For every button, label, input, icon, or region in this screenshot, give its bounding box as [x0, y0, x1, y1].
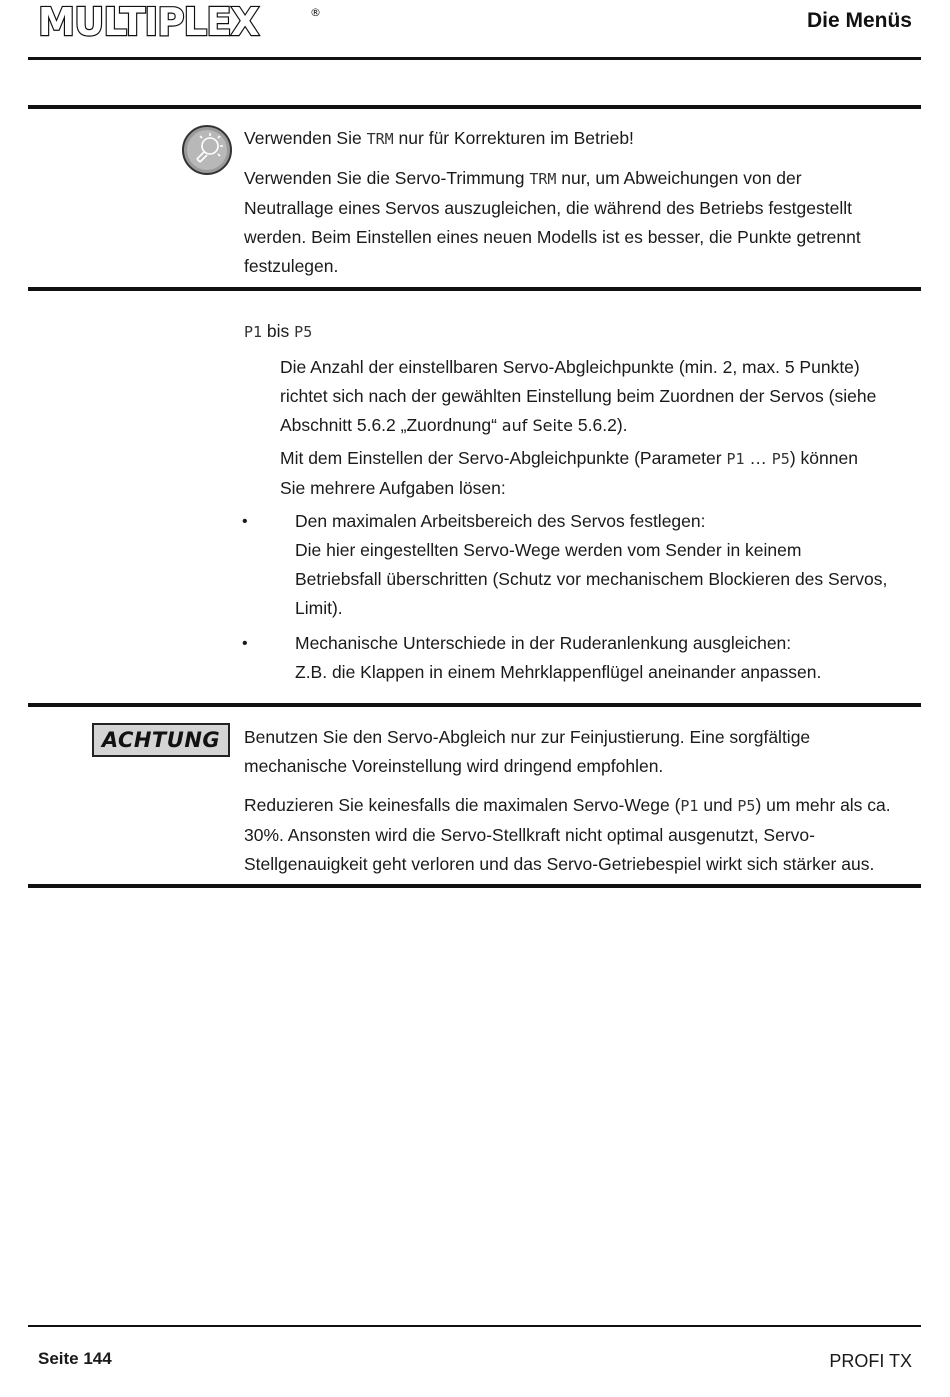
logo-text: MULTIPLEX	[38, 0, 259, 44]
code-p5: P5	[771, 450, 790, 468]
param-paragraph-2: Mit dem Einstellen der Servo-Abgleichpunkte (Parameter P1 … P5) können Sie mehrere Aufgaben lösen:	[280, 448, 858, 498]
header-rule	[28, 57, 921, 60]
code-p5: P5	[737, 797, 756, 815]
achtung-label: ACHTUNG	[92, 723, 230, 757]
footer-rule	[28, 1325, 921, 1327]
page-reference: auf Seite	[501, 416, 574, 435]
registered-mark: ®	[310, 6, 321, 19]
code-p5: P5	[294, 323, 313, 341]
page-number: Seite 144	[38, 1349, 112, 1368]
tip-bottom-rule	[28, 287, 921, 291]
multiplex-logo	[38, 0, 321, 44]
code-trm: TRM	[529, 170, 557, 188]
code-p1: P1	[244, 323, 263, 341]
param-heading: P1 bis P5	[244, 321, 313, 341]
bullet-dot: •	[242, 513, 248, 530]
warning-top-rule	[28, 703, 921, 707]
list-item: Den maximalen Arbeitsbereich des Servos festlegen: Die hier eingestellten Servo-Wege werden vom Sender in keinem Betriebsfall überschritten (Schutz vor mechanischem Blockieren des Servos, Limit).	[295, 511, 888, 618]
warning-paragraph-1: Benutzen Sie den Servo-Abgleich nur zur Feinjustierung. Eine sorgfältige mechanische Voreinstellung wird dringend empfohlen.	[244, 727, 811, 776]
tip-paragraph-2: Verwenden Sie die Servo-Trimmung TRM nur, um Abweichungen von der Neutrallage eines Servos auszugleichen, die während des Betriebs festgestellt werden. Beim Einstellen eines neuen Modells ist es besser, die Punkte getrennt festzulegen.	[244, 168, 861, 276]
warning-paragraph-2: Reduzieren Sie keinesfalls die maximalen Servo-Wege (P1 und P5) um mehr als ca. 30%. Ansonsten wird die Servo-Stellkraft nicht optimal ausgenutzt, Servo- Stellgenauigkeit geht verloren und das Servo-Getriebespiel wirkt sich stärker aus.	[244, 795, 891, 874]
code-p1: P1	[726, 450, 745, 468]
param-paragraph-1: Die Anzahl der einstellbaren Servo-Abgleichpunkte (min. 2, max. 5 Punkte) richtet sich nach der gewählten Einstellung beim Zuordnen der Servos (siehe Abschnitt 5.6.2 „Zuordnung“ auf Seite 5.6.2).	[280, 357, 877, 435]
code-p1: P1	[680, 797, 699, 815]
lightbulb-icon	[181, 124, 233, 176]
list-item: Mechanische Unterschiede in der Ruderanlenkung ausgleichen: Z.B. die Klappen in einem Mehrklappenflügel aneinander anpassen.	[295, 633, 822, 682]
tip-top-rule	[28, 105, 921, 109]
code-trm: TRM	[366, 130, 394, 148]
warning-bottom-rule	[28, 884, 921, 888]
product-name: PROFI TX	[829, 1351, 912, 1371]
section-title: Die Menüs	[806, 9, 912, 32]
tip-line-1: Verwenden Sie TRM nur für Korrekturen im Betrieb!	[244, 128, 634, 148]
bullet-dot: •	[242, 635, 248, 652]
